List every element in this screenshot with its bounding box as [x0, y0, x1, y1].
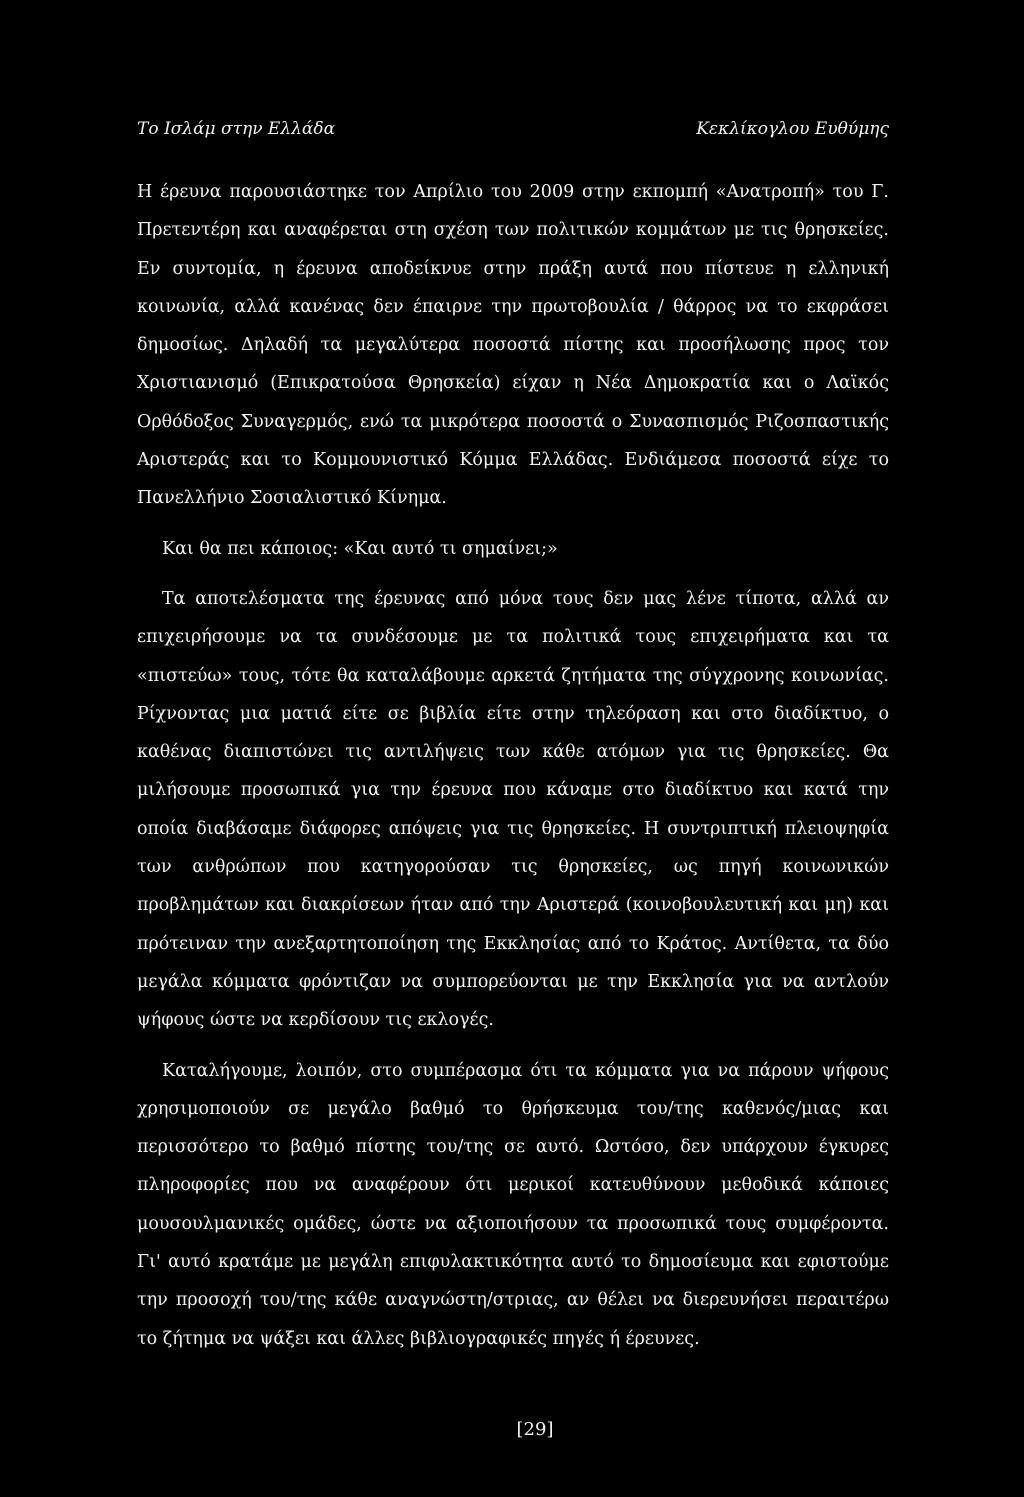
paragraph-results: Τα αποτελέσματα της έρευνας από μόνα τους δεν μας λένε τίποτα, αλλά αν επιχειρήσουμε να τα συνδέσουμε με τα πολιτικά τους επιχειρήματα και τα «πιστεύω» τους, τότε θα καταλάβουμε αρκετά ζητήματα της σύγχρονης κοινωνίας. Ρίχνοντας μια ματιά είτε σε βιβλία είτε στην τηλεόραση και στο διαδίκτυο, ο καθένας διαπιστώνει τις αντιλήψεις των κάθε ατόμων για τις θρησκείες. Θα μιλήσουμε προσωπικά για την έρευνα που κάναμε στο διαδίκτυο και κατά την οποία διαβάσαμε διάφορες απόψεις για τις θρησκείες. Η συντριπτική πλειοψηφία των ανθρώπων που κατηγορούσαν τις θρησκείες, ως πηγή κοινωνικών προβλημάτων και διακρίσεων ήταν από την Αριστερά (κοινοβουλευτική και μη) και πρότειναν την ανεξαρτητοποίηση της Εκκλησίας από το Κράτος. Αντίθετα, τα δύο μεγάλα κόμματα φρόντιζαν να συμπορεύονται με την Εκκλησία για να αντλούν ψήφους ώστε να κερδίσουν τις εκλογές.: [137, 588, 889, 1031]
paragraph-question: Και θα πει κάποιος: «Και αυτό τι σημαίνει;»: [162, 538, 558, 559]
page-header: [137, 119, 889, 145]
paragraph-survey: Η έρευνα παρουσιάστηκε τον Απρίλιο του 2009 στην εκπομπή «Ανατροπή» του Γ. Πρετεντέρη και αναφέρεται στη σχέση των πολιτικών κομμάτων με τις θρησκείες. Εν συντομία, η έρευνα αποδείκνυε στην πράξη αυτά που πίστευε η ελληνική κοινωνία, αλλά κανένας δεν έπαιρνε την πρωτοβουλία / θάρρος να το εκφράσει δημοσίως. Δηλαδή τα μεγαλύτερα ποσοστά πίστης και προσήλωσης προς τον Χριστιανισμό (Επικρατούσα Θρησκεία) είχαν η Νέα Δημοκρατία και ο Λαϊκός Ορθόδοξος Συναγερμός, ενώ τα μικρότερα ποσοστά ο Συνασπισμός Ριζοσπαστικής Αριστεράς και το Κομμουνιστικό Κόμμα Ελλάδας. Ενδιάμεσα ποσοστά είχε το Πανελλήνιο Σοσιαλιστικό Κίνημα.: [137, 182, 889, 509]
main-text: [137, 173, 889, 1358]
header-author: Κεκλίκογλου Ευθύμης: [696, 119, 889, 139]
page-number: [29]: [516, 1419, 554, 1440]
paragraph-conclusion: Καταλήγουμε, λοιπόν, στο συμπέρασμα ότι τα κόμματα για να πάρουν ψήφους χρησιμοποιούν σε μεγάλο βαθμό το θρήσκευμα του/της καθενός/μιας και περισσότερο το βαθμό πίστης του/της σε αυτό. Ωστόσο, δεν υπάρχουν έγκυρες πληροφορίες που να αναφέρουν ότι μερικοί κατευθύνουν μεθοδικά κάποιες μουσουλμανικές ομάδες, ώστε να αξιοποιήσουν τα προσωπικά τους συμφέροντα. Γι' αυτό κρατάμε με μεγάλη επιφυλακτικότητα αυτό το δημοσίευμα και εφιστούμε την προσοχή του/της κάθε αναγνώστη/στριας, αν θέλει να διερευνήσει περαιτέρω το ζήτημα να ψάξει και άλλες βιβλιογραφικές πηγές ή έρευνες.: [137, 1060, 889, 1349]
header-book-title: Το Ισλάμ στην Ελλάδα: [137, 119, 336, 139]
